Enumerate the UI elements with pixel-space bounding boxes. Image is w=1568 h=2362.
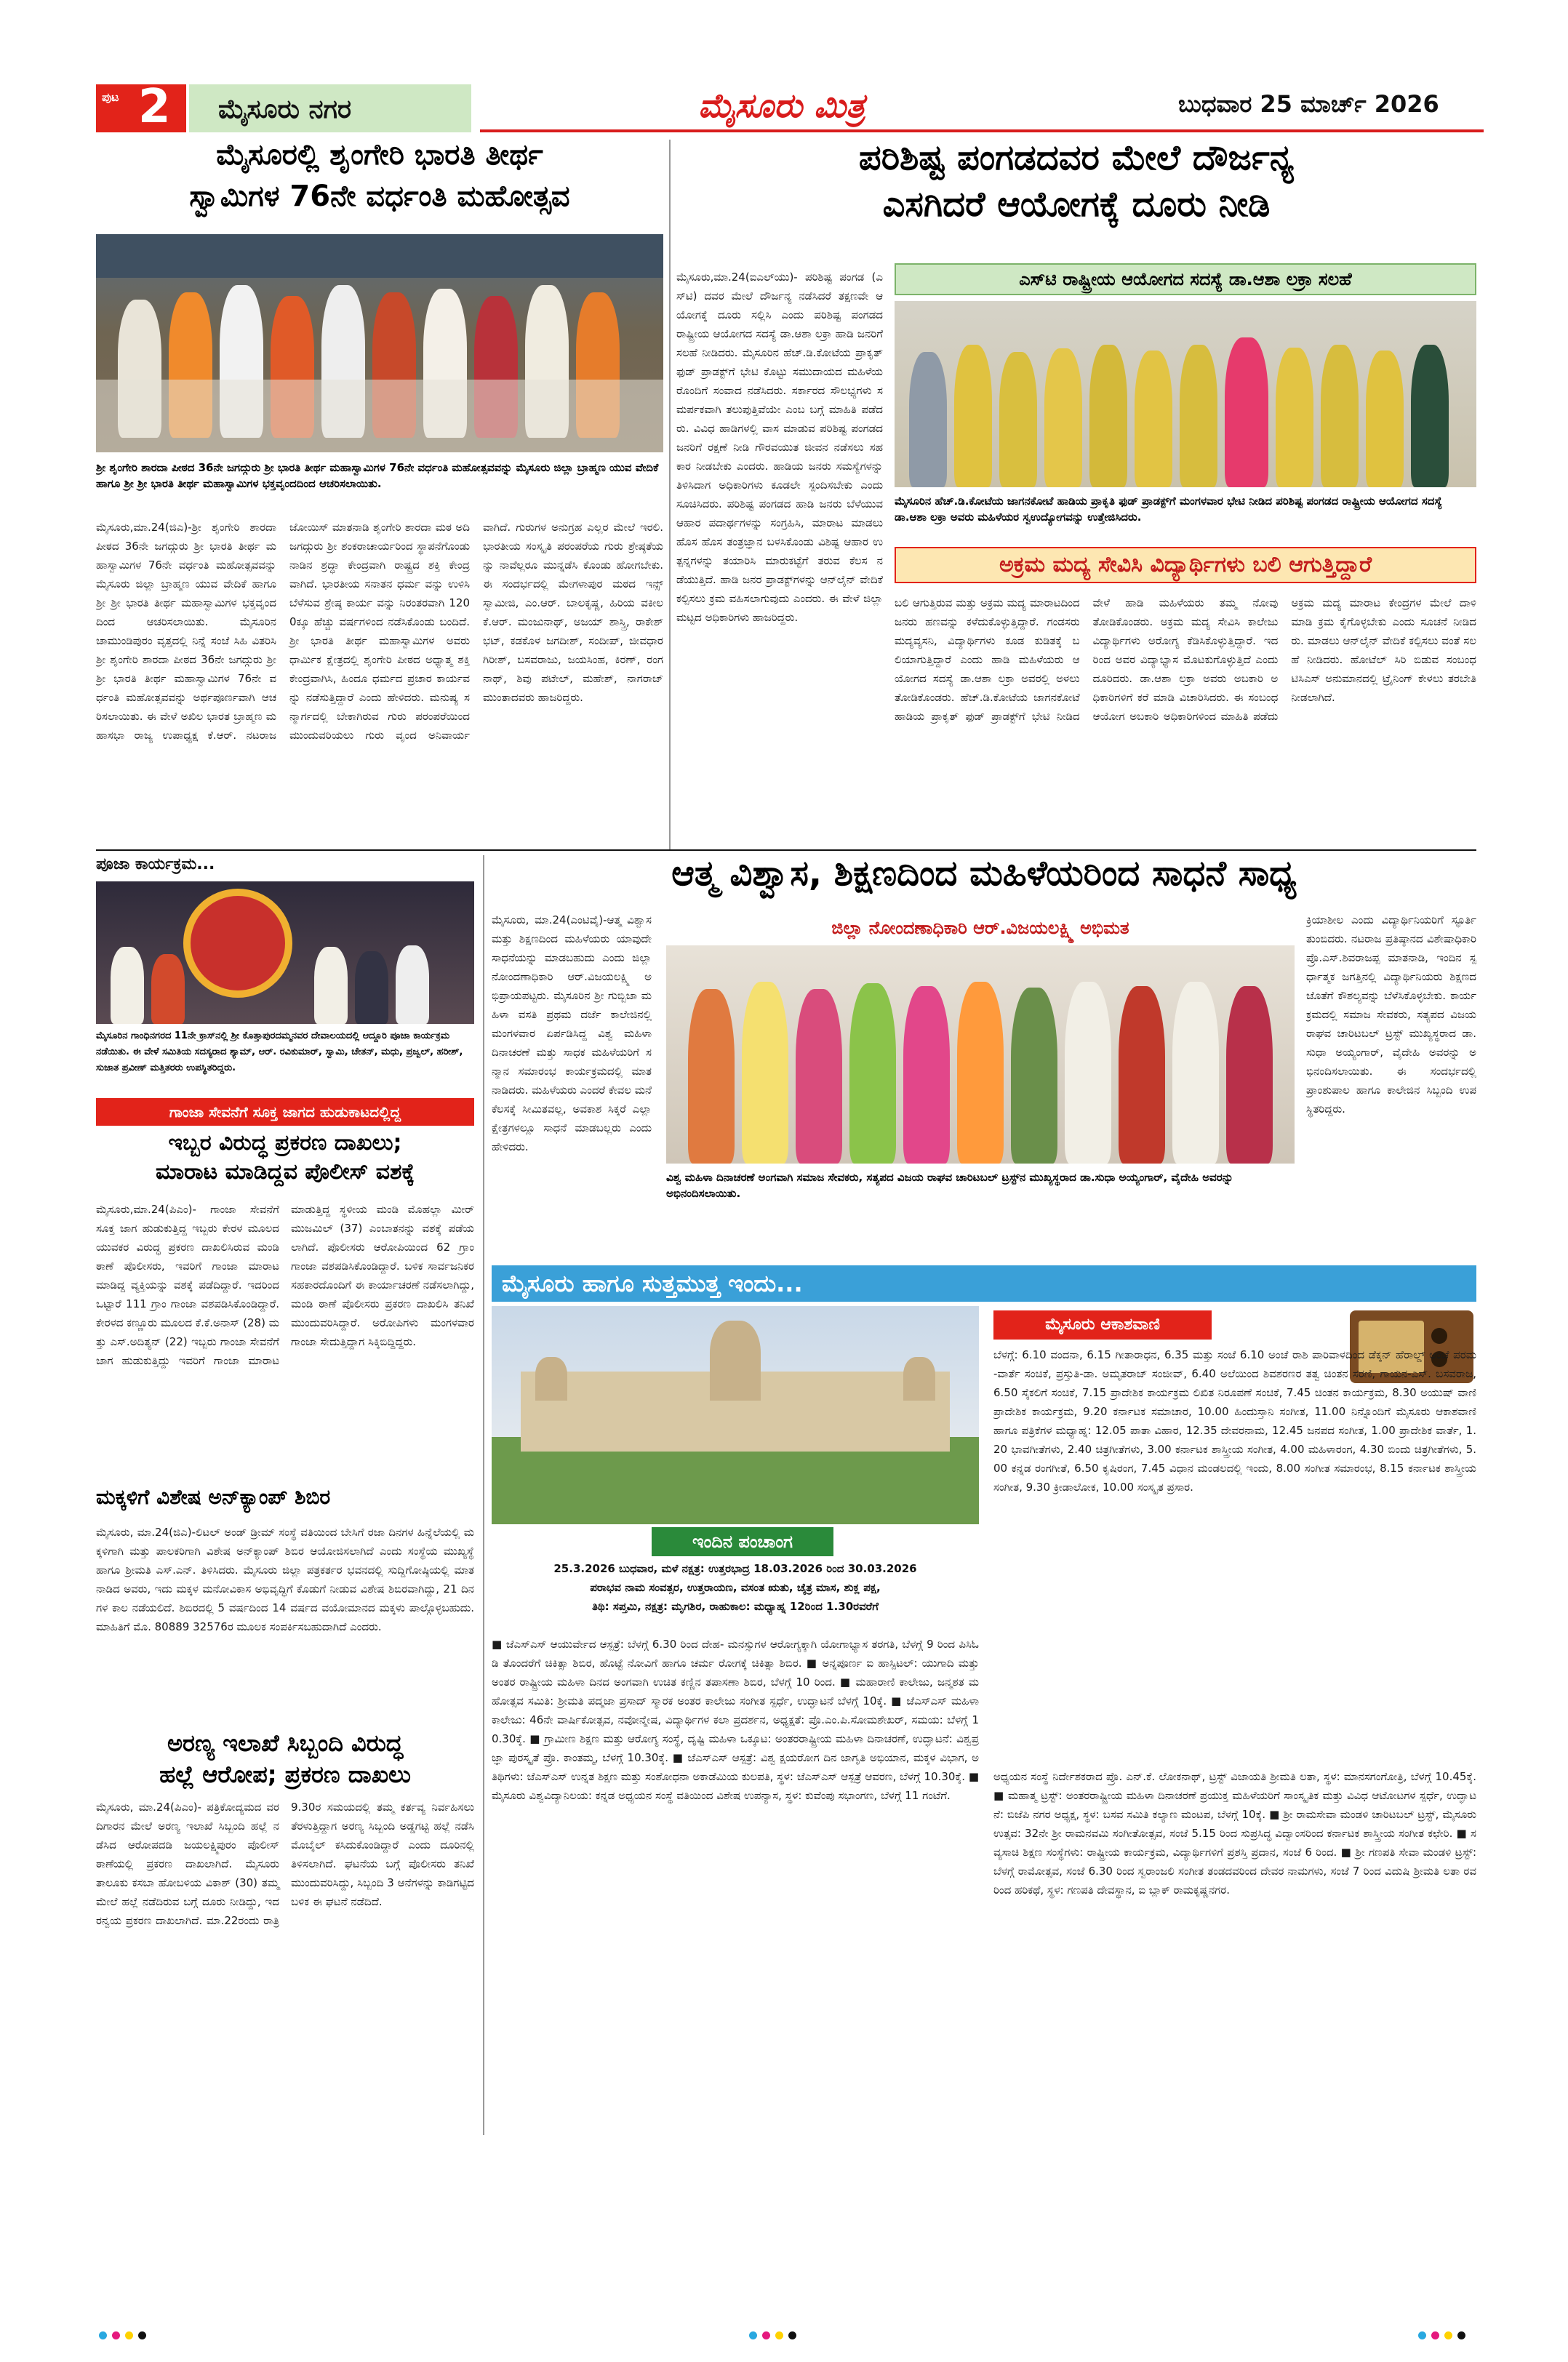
radio-title-box xyxy=(993,1310,1212,1340)
radio-body: ಬೆಳಗ್ಗೆ: 6.10 ವಂದನಾ, 6.15 ಗೀತಾರಾಧನ, 6.35 ಮತ್ತು ಸಂಜೆ 6.10 ಅಂಚೆ ರಾಶಿ ಪಾರಿವಾಳದಿಂದ ಡೆಕ್ಕನ್ ಹೆರಾಲ್ಡ್ ಅಂಚೆ ಪರಮ -ವಾರ್ತೆ ಸಂಚಿಕೆ, ಪ್ರಸ್ತುತಿ-ಡಾ. ಅಮೃತರಾಜ್ ಸಂಜೀವ್, 6.40 ಅಲೆಯಿಂದ ಶಿವಶರಣರ ತತ್ವ ಚಿಂತನ ಸರಣಿ, ಗಾಯನ-ಎಸ್. ಬಸವರಾಜ, 6.50 ಸೈಕಲಿಗೆ ಸಂಚಿಕೆ, 7.15 ಪ್ರಾದೇಶಿಕ ಕಾರ್ಯಕ್ರಮ ಲಿಖಿತ ನಿರೂಪಣೆ ಸಂಚಿಕೆ, 7.45 ಚಿಂತನ ಕಾರ್ಯಕ್ರಮ, 8.30 ಅಯುಷ್ ವಾಣಿ ಪ್ರಾದೇಶಿಕ ಕಾರ್ಯಕ್ರಮ, 9.20 ಕರ್ನಾಟಕ ಸಮಾಚಾರ, 10.00 ಹಿಂದುಸ್ತಾನಿ ಸಂಗೀತ, 11.00 ನಿನ್ನೊಂದಿಗೆ ಮೈಸೂರು ಆಕಾಶವಾಣಿ ಹಾಗೂ ಪತ್ರಿಕೆಗಳ ಮಧ್ಯಾಹ್ನ: 12.05 ಪಾತಾ ವಿಹಾರ, 12.35 ದೇವರನಾಮ, 12.45 ಜನಪದ ಸಂಗೀತ, 1.00 ಪ್ರಾದೇಶಿಕ ವಾರ್ತೆ, 1.20 ಭಾವಗೀತೆಗಳು, 2.40 ಚಿತ್ರಗೀತೆಗಳು, 3.00 ಕರ್ನಾಟಕ ಶಾಸ್ತ್ರೀಯ ಸಂಗೀತ, 4.00 ಮಹಿಳಾರಂಗ, 4.30 ಬಿಂದು ಚಿತ್ರಗೀತೆಗಳು, 5.00 ಕನ್ನಡ ರಂಗಗೀತೆ, 6.50 ಕೃಷಿರಂಗ, 7.45 ವಿಧಾನ ಮಂಡಲದಲ್ಲಿ ಇಂದು, 8.00 ಸಂಗೀತ ಸಮಾರಂಭ, 8.15 ಕರ್ನಾಟಕ ಶಾಸ್ತ್ರೀಯ ಸಂಗೀತ, 9.30 ಕ್ರೀಡಾಲೋಕ, 10.00 ಸಂಸ್ಕೃತ ಪ್ರಸಾರ. xyxy=(993,1348,1476,1494)
headline-line-2: ಎಸಗಿದರೆ ಆಯೋಗಕ್ಕೆ ದೂರು ನೀಡಿ xyxy=(882,183,1271,225)
headline-line-2: ಹಲ್ಲೆ ಆರೋಪ; ಪ್ರಕರಣ ದಾಖಲು xyxy=(159,1760,411,1788)
ganja-kicker-box xyxy=(96,1098,474,1126)
headline-line-1: ಅರಣ್ಯ ಇಲಾಖೆ ಸಿಬ್ಬಂದಿ ವಿರುದ್ಧ xyxy=(167,1729,404,1757)
headline-line-2: ಸ್ವಾಮಿಗಳ 76ನೇ ವರ್ಧಂತಿ ಮಹೋತ್ಸವ xyxy=(189,180,570,214)
panchanga xyxy=(492,1559,979,1629)
sringeri-group-photo xyxy=(96,234,663,452)
pooja-caption: ಮೈಸೂರಿನ ಗಾಂಧಿನಗರದ 11ನೇ ಕ್ರಾಸ್‌ನಲ್ಲಿ ಶ್ರೀ ಕೊತ್ತಾಪುರದಮ್ಮನವರ ದೇವಾಲಯದಲ್ಲಿ ಆದ್ದೂರಿ ಪೂಜಾ ಕಾರ್ಯಕ್ರಮ ನಡೆಯಿತು. ಈ ವೇಳೆ ಸಮಿತಿಯ ಸದಸ್ಯರಾದ ಶ್ಯಾಮ್, ಆರ್. ರವಿಕುಮಾರ್, ಸ್ವಾಮಿ, ಚೇತನ್, ಮಧು, ಪ್ರಜ್ವಲ್, ಹರೀಶ್, ಸುಜಾತ ಪ್ರವೀಣ್ ಮತ್ತಿತರರು ಉಪಸ್ಥಿತರಿದ್ದರು. xyxy=(96,1030,463,1073)
section-label-box xyxy=(189,84,471,132)
panchanga-line-3: ತಿಥಿ: ಸಪ್ತಮಿ, ನಕ್ಷತ್ರ: ಮೃಗಶಿರ, ರಾಹುಕಾಲ: ಮಧ್ಯಾಹ್ನ 12ರಿಂದ 1.30ರವರೆಗೆ xyxy=(592,1600,879,1613)
story-forest xyxy=(96,1731,474,2123)
women-photo-caption: ವಿಶ್ವ ಮಹಿಳಾ ದಿನಾಚರಣೆ ಅಂಗವಾಗಿ ಸಮಾಜ ಸೇವಕರು, ಸತ್ಯಪದ ವಿಜಯ ರಾಘವ ಚಾರಿಟಬಲ್ ಟ್ರಸ್ಟ್‌ನ ಮುಖ್ಯಸ್ಥರಾದ ಡಾ.ಸುಧಾ ಅಯ್ಯಂಗಾರ್, ವೈದೇಹಿ ಅವರನ್ನು ಅಭಿನಂದಿಸಲಾಯಿತು. xyxy=(666,1171,1233,1200)
pooja-label: ಪೂಜಾ ಕಾರ್ಯಕ್ರಮ... xyxy=(96,855,215,873)
page-word: ಪುಟ xyxy=(102,90,119,104)
women-headline: ಆತ್ಮ ವಿಶ್ವಾಸ, ಶಿಕ್ಷಣದಿಂದ ಮಹಿಳೆಯರಿಂದ ಸಾಧನೆ ಸಾಧ್ಯ xyxy=(671,853,1297,894)
events-right-body: ಅಧ್ಯಯನ ಸಂಸ್ಥೆ ನಿರ್ದೇಶಕರಾದ ಪ್ರೊ. ಎನ್.ಕೆ. ಲೋಕನಾಥ್, ಟ್ರಸ್ಟ್ ವಿಜಾಯತಿ ಶ್ರೀಮತಿ ಲತಾ, ಸ್ಥಳ: ಮಾನಸಗಂಗೋತ್ರಿ, ಬೆಳಗ್ಗೆ 10.45ಕ್ಕೆ. ■ ಮಹಾತ್ಮ ಟ್ರಸ್ಟ್: ಅಂತರರಾಷ್ಟ್ರೀಯ ಮಹಿಳಾ ದಿನಾಚರಣೆ ಪ್ರಯುಕ್ತ ಮಹಿಳೆಯರಿಗೆ ಸಾಂಸ್ಕೃತಿಕ ಮತ್ತು ವಿವಿಧ ಆಟೋಟಗಳ ಸ್ಪರ್ಧೆ, ಉದ್ಘಾಟನೆ: ಬಿಜೆಪಿ ನಗರ ಅಧ್ಯಕ್ಷ, ಸ್ಥಳ: ಬಸವ ಸಮಿತಿ ಕಲ್ಯಾಣ ಮಂಟಪ, ಬೆಳಗ್ಗೆ 10ಕ್ಕೆ. ■ ಶ್ರೀ ರಾಮಸೇವಾ ಮಂಡಳಿ ಚಾರಿಟಬಲ್ ಟ್ರಸ್ಟ್, ಮೈಸೂರು ಉತ್ಸವ: 32ನೇ ಶ್ರೀ ರಾಮನವಮಿ ಸಂಗೀತೋತ್ಸವ, ಸಂಜೆ 5.15 ರಿಂದ ಸುಪ್ರಸಿದ್ಧ ವಿದ್ವಾಂಸರಿಂದ ಕರ್ನಾಟಕ ಶಾಸ್ತ್ರೀಯ ಸಂಗೀತ ಕಛೇರಿ. ■ ಸವ್ಯಸಾಚಿ ಶಿಕ್ಷಣ ಸಂಸ್ಥೆಗಳು: ರಾಷ್ಟ್ರೀಯ ಕಾರ್ಯಕ್ರಮ, ವಿದ್ಯಾರ್ಥಿಗಳಿಗೆ ಪ್ರಶಸ್ತಿ ಪ್ರದಾನ, ಸಂಜೆ 6 ರಿಂದ. ■ ಶ್ರೀ ಗಣಪತಿ ಸೇವಾ ಮಂಡಳಿ ಟ್ರಸ್ಟ್: ಬೆಳಗ್ಗೆ ರಾಮೋತ್ಸವ, ಸಂಜೆ 6.30 ರಿಂದ ಸ್ವರಾಂಜಲಿ ಸಂಗೀತ ತಂಡದವರಿಂದ ದೇವರ ನಾಮಗಳು, ಸಂಜೆ 7 ರಿಂದ ವಿದುಷಿ ಶ್ರೀಮತಿ ಲತಾ ರವರಿಂದ ಹರಿಕಥೆ, ಸ್ಥಳ: ಗಣಪತಿ ದೇವಸ್ಥಾನ, ಐ ಬ್ಲಾಕ್ ರಾಮಕೃಷ್ಣನಗರ. xyxy=(993,1770,1476,1897)
camp-headline: ಮಕ್ಕಳಿಗೆ ವಿಶೇಷ ಅನ್‌ಕ್ಯಾಂಪ್ ಶಿಬಿರ xyxy=(96,1485,331,1509)
st-commission-headline xyxy=(676,137,1476,225)
st-commission-photo xyxy=(895,301,1476,487)
reg-dot xyxy=(775,2331,783,2339)
women-photo xyxy=(666,945,1295,1164)
headline-line-2: ಮಾರಾಟ ಮಾಡಿದ್ದವ ಪೊಲೀಸ್ ವಶಕ್ಕೆ xyxy=(155,1159,415,1185)
reg-dot xyxy=(138,2331,146,2339)
rule-2 xyxy=(669,140,671,849)
camp-body: ಮೈಸೂರು, ಮಾ.24(ಜಿಎ)-ಲಿಟಲ್ ಅಂಡ್ ಡ್ರೀಮ್ ಸಂಸ್ಥೆ ವತಿಯಿಂದ ಬೇಸಿಗೆ ರಜಾ ದಿನಗಳ ಹಿನ್ನೆಲೆಯಲ್ಲಿ ಮಕ್ಕಳಿಗಾಗಿ ಮತ್ತು ಪಾಲಕರಿಗಾಗಿ ವಿಶೇಷ ಅನ್‌ಕ್ಯಾಂಪ್ ಶಿಬಿರ ಆಯೋಜಿಸಲಾಗಿದೆ ಎಂದು ಸಂಸ್ಥೆಯ ಮುಖ್ಯಸ್ಥೆ ಹಾಗೂ ಶ್ರೀಮತಿ ಎಸ್.ಎನ್. ತಿಳಿಸಿದರು. ಮೈಸೂರು ಜಿಲ್ಲಾ ಪತ್ರಕರ್ತರ ಭವನದಲ್ಲಿ ಸುದ್ದಿಗೋಷ್ಠಿಯಲ್ಲಿ ಮಾತನಾಡಿದ ಅವರು, ಇದು ಮಕ್ಕಳ ಮನೋವಿಕಾಸ ಅಭಿವೃದ್ಧಿಗೆ ಕೊಡುಗೆ ನೀಡುವ ವಿಶೇಷ ಶಿಬಿರವಾಗಿದ್ದು, 21 ದಿನಗಳ ಕಾಲ ನಡೆಯಲಿದೆ. ಶಿಬಿರದಲ್ಲಿ 5 ವರ್ಷದಿಂದ 14 ವರ್ಷದ ವಯೋಮಾನದ ಮಕ್ಕಳು ಪಾಲ್ಗೊಳ್ಳಬಹುದು. ಮಾಹಿತಿಗೆ ಮೊ. 80889 32576ರ ಮೂಲಕ ಸಂಪರ್ಕಿಸಬಹುದಾಗಿದೆ ಎಂದರು. xyxy=(96,1526,474,1633)
masthead xyxy=(0,73,1568,138)
masthead-rule xyxy=(480,129,1484,132)
story-ganja xyxy=(96,1098,474,1498)
headline-line-1: ಪರಿಶಿಷ್ಟ ಪಂಗಡದವರ ಮೇಲೆ ದೌರ್ಜನ್ಯ xyxy=(858,137,1295,178)
rule-1 xyxy=(96,849,1476,851)
section-label: ಮೈಸೂರು ನಗರ xyxy=(218,95,352,124)
reg-dot xyxy=(788,2331,796,2339)
story-illicit-liquor xyxy=(895,547,1476,838)
panchanga-line-2: ಪರಾಭವ ನಾಮ ಸಂವತ್ಸರ, ಉತ್ತರಾಯಣ, ವಸಂತ ಋತು, ಚೈತ್ರ ಮಾಸ, ಶುಕ್ಲ ಪಕ್ಷ, xyxy=(590,1581,881,1594)
reg-dot xyxy=(99,2331,107,2339)
story-women xyxy=(492,855,1476,1262)
forest-headline xyxy=(96,1731,474,1787)
ganja-kicker: ಗಾಂಜಾ ಸೇವನೆಗೆ ಸೂಕ್ತ ಜಾಗದ ಹುಡುಕಾಟದಲ್ಲಿದ್ದ xyxy=(169,1103,401,1121)
pooja-photo xyxy=(96,881,474,1024)
illicit-liquor-headline: ಅಕ್ರಮ ಮದ್ಯ ಸೇವಿಸಿ ವಿದ್ಯಾರ್ಥಿಗಳು ಬಲಿ ಆಗುತ್ತಿದ್ದಾರೆ xyxy=(999,552,1372,577)
sringeri-photo-caption: ಶ್ರೀ ಶೃಂಗೇರಿ ಶಾರದಾ ಪೀಠದ 36ನೇ ಜಗದ್ಗುರು ಶ್ರೀ ಭಾರತಿ ತೀರ್ಥ ಮಹಾಸ್ವಾಮಿಗಳ 76ನೇ ವರ್ಧಂತಿ ಮಹೋತ್ಸವವನ್ನು ಮೈಸೂರು ಜಿಲ್ಲಾ ಬ್ರಾಹ್ಮಣ ಯುವ ವೇದಿಕೆ ಹಾಗೂ ಶ್ರೀ ಶ್ರೀ ಭಾರತಿ ತೀರ್ಥ ಮಹಾಸ್ವಾಮಿಗಳ ಭಕ್ತವೃಂದದಿಂದ ಆಚರಿಸಲಾಯಿತು. xyxy=(96,461,659,490)
ganja-headline xyxy=(96,1132,474,1185)
paper-title: ಮೈಸೂರು ಮಿತ್ರ xyxy=(698,86,865,125)
reg-dot xyxy=(1418,2331,1426,2339)
page-number: 2 xyxy=(138,80,171,134)
story-camp xyxy=(96,1486,474,1719)
st-commission-subhead-box xyxy=(895,263,1476,295)
issue-date: ಬುಧವಾರ 25 ಮಾರ್ಚ್ 2026 xyxy=(1178,90,1439,118)
reg-dot xyxy=(1444,2331,1452,2339)
ganja-body: ಮೈಸೂರು,ಮಾ.24(ಪಿಎಂ)- ಗಾಂಜಾ ಸೇವನೆಗೆ ಸೂಕ್ತ ಜಾಗ ಹುಡುಕುತ್ತಿದ್ದ ಇಬ್ಬರು ಕೇರಳ ಮೂಲದ ಯುವಕರ ವಿರುದ್ಧ ಪ್ರಕರಣ ದಾಖಲಿಸಿರುವ ಮಂಡಿ ಠಾಣೆ ಪೊಲೀಸರು, ಇವರಿಗೆ ಗಾಂಜಾ ಮಾರಾಟ ಮಾಡಿದ್ದ ವ್ಯಕ್ತಿಯನ್ನು ವಶಕ್ಕೆ ಪಡೆದಿದ್ದಾರೆ. ಇದರಿಂದ ಒಟ್ಟಾರೆ 111 ಗ್ರಾಂ ಗಾಂಜಾ ವಶಪಡಿಸಿಕೊಂಡಿದ್ದಾರೆ. ಕೇರಳದ ಕಣ್ಣೂರು ಮೂಲದ ಕೆ.ಕೆ.ಅನಾಸ್ (28) ಮತ್ತು ಎಸ್.ಅದಿತ್ಯನ್ (22) ಇಬ್ಬರು ಗಾಂಜಾ ಸೇವನೆಗೆ ಜಾಗ ಹುಡುಕುತ್ತಿದ್ದು ಇವರಿಗೆ ಗಾಂಜಾ ಮಾರಾಟ ಮಾಡುತ್ತಿದ್ದ ಸ್ಥಳೀಯ ಮಂಡಿ ಮೊಹಲ್ಲಾ ಮೀರ್ ಮುಜಮಿಲ್ (37) ಎಂಬಾತನನ್ನು ವಶಕ್ಕೆ ಪಡೆಯಲಾಗಿದೆ. ಪೊಲೀಸರು ಆರೋಪಿಯಿಂದ 62 ಗ್ರಾಂ ಗಾಂಜಾ ವಶಪಡಿಸಿಕೊಂಡಿದ್ದಾರೆ. ಬಳಿಕ ಸಾರ್ವಜನಿಕರ ಸಹಕಾರದೊಂದಿಗೆ ಈ ಕಾರ್ಯಾಚರಣೆ ನಡೆಸಲಾಗಿದ್ದು, ಮಂಡಿ ಠಾಣೆ ಪೊಲೀಸರು ಪ್ರಕರಣ ದಾಖಲಿಸಿ ತನಿಖೆ ಮುಂದುವರಿಸಿದ್ದಾರೆ. ಅರೋಪಿಗಳು ಮಂಗಳವಾರ ಗಾಂಜಾ ಸೇದುತ್ತಿದ್ದಾಗ ಸಿಕ್ಕಿಬಿದ್ದಿದ್ದರು. xyxy=(96,1203,474,1367)
story-sringeri xyxy=(96,140,663,896)
page-number-badge xyxy=(96,80,186,134)
forest-body: ಮೈಸೂರು, ಮಾ.24(ಪಿಎಂ)- ಪತ್ರಿಕೋದ್ಯಮದ ವರದಿಗಾರನ ಮೇಲೆ ಅರಣ್ಯ ಇಲಾಖೆ ಸಿಬ್ಬಂದಿ ಹಲ್ಲೆ ನಡೆಸಿದ ಆರೋಪದಡಿ ಜಯಲಕ್ಷ್ಮಿಪುರಂ ಪೊಲೀಸ್ ಠಾಣೆಯಲ್ಲಿ ಪ್ರಕರಣ ದಾಖಲಾಗಿದೆ. ಮೈಸೂರು ತಾಲೂಕು ಕಸಬಾ ಹೋಬಳಿಯ ವಿಕಾಶ್ (30) ತಮ್ಮ ಮೇಲೆ ಹಲ್ಲೆ ನಡೆದಿರುವ ಬಗ್ಗೆ ದೂರು ನೀಡಿದ್ದು, ಇದರನ್ವಯ ಪ್ರಕರಣ ದಾಖಲಾಗಿದೆ. ಮಾ.22ರಂದು ರಾತ್ರಿ 9.30ರ ಸಮಯದಲ್ಲಿ ತಮ್ಮ ಕರ್ತವ್ಯ ನಿರ್ವಹಿಸಲು ತೆರಳುತ್ತಿದ್ದಾಗ ಅರಣ್ಯ ಸಿಬ್ಬಂದಿ ಅಡ್ಡಗಟ್ಟಿ ಹಲ್ಲೆ ನಡೆಸಿ ಮೊಬೈಲ್ ಕಸಿದುಕೊಂಡಿದ್ದಾರೆ ಎಂದು ದೂರಿನಲ್ಲಿ ತಿಳಿಸಲಾಗಿದೆ. ಘಟನೆಯ ಬಗ್ಗೆ ಪೊಲೀಸರು ತನಿಖೆ ಮುಂದುವರಿಸಿದ್ದು, ಸಿಬ್ಬಂದಿ 3 ಆನೆಗಳನ್ನು ಕಾಡಿಗಟ್ಟಿದ ಬಳಿಕ ಈ ಘಟನೆ ನಡೆದಿದೆ. xyxy=(96,1801,474,1927)
events-left-body: ■ ಜೆಎಸ್‌ಎಸ್ ಆಯುರ್ವೇದ ಆಸ್ಪತ್ರೆ: ಬೆಳಗ್ಗೆ 6.30 ರಿಂದ ದೇಹ- ಮನಸ್ಸುಗಳ ಆರೋಗ್ಯಕ್ಕಾಗಿ ಯೋಗಾಭ್ಯಾಸ ತರಗತಿ, ಬೆಳಗ್ಗೆ 9 ರಿಂದ ಪಿಸಿಓಡಿ ತೊಂದರೆಗೆ ಚಿಕಿತ್ಸಾ ಶಿಬಿರ, ಹೊಟ್ಟೆ ನೋವಿಗೆ ಹಾಗೂ ಚರ್ಮ ರೋಗಕ್ಕೆ ಚಿಕಿತ್ಸಾ ಶಿಬಿರ. ■ ಅನ್ನಪೂರ್ಣ ಐ ಹಾಸ್ಪಿಟಲ್: ಯುಗಾದಿ ಮತ್ತು ಅಂತರ ರಾಷ್ಟ್ರೀಯ ಮಹಿಳಾ ದಿನದ ಅಂಗವಾಗಿ ಉಚಿತ ಕಣ್ಣಿನ ತಪಾಸಣಾ ಶಿಬಿರ, ಬೆಳಗ್ಗೆ 10 ರಿಂದ. ■ ಮಹಾರಾಣಿ ಕಾಲೇಜು, ಜನ್ಮಶತ ಮಹೋತ್ಸವ ಸಮಿತಿ: ಶ್ರೀಮತಿ ಪದ್ಮಜಾ ಪ್ರಸಾದ್ ಸ್ಮಾರಕ ಅಂತರ ಕಾಲೇಜು ಸಂಗೀತ ಸ್ಪರ್ಧೆ, ಉದ್ಘಾಟನೆ ಬೆಳಗ್ಗೆ 10ಕ್ಕೆ. ■ ಜೆಎಸ್‌ಎಸ್ ಮಹಿಳಾ ಕಾಲೇಜು: 46ನೇ ವಾರ್ಷಿಕೋತ್ಸವ, ನವೋನ್ಮೇಷ, ವಿದ್ಯಾರ್ಥಿಗಳ ಕಲಾ ಪ್ರದರ್ಶನ, ಅಧ್ಯಕ್ಷತೆ: ಪ್ರೊ.ಎಂ.ಪಿ.ಸೋಮಶೇಖರ್, ಸಮಯ: ಬೆಳಗ್ಗೆ 10.30ಕ್ಕೆ. ■ ಗ್ರಾಮೀಣ ಶಿಕ್ಷಣ ಮತ್ತು ಆರೋಗ್ಯ ಸಂಸ್ಥೆ, ದೃಷ್ಟಿ ಮಹಿಳಾ ಒಕ್ಕೂಟ: ಅಂತರರಾಷ್ಟ್ರೀಯ ಮಹಿಳಾ ದಿನಾಚರಣೆ, ಉದ್ಘಾಟನೆ: ವಿಶ್ವಪ್ರಜ್ಞಾ ಪುರಸ್ಕೃತೆ ಪ್ರೊ. ಕಾಂತಮ್ಮ, ಬೆಳಗ್ಗೆ 10.30ಕ್ಕೆ. ■ ಜೆಎಸ್‌ಎಸ್ ಆಸ್ಪತ್ರೆ: ವಿಶ್ವ ಕ್ಷಯರೋಗ ದಿನ ಜಾಗೃತಿ ಅಭಿಯಾನ, ಮಕ್ಕಳ ವಿಭಾಗ, ಅತಿಥಿಗಳು: ಜೆಎಸ್‌ಎಸ್ ಉನ್ನತ ಶಿಕ್ಷಣ ಮತ್ತು ಸಂಶೋಧನಾ ಅಕಾಡೆಮಿಯ ಕುಲಪತಿ, ಸ್ಥಳ: ಜೆಎಸ್‌ಎಸ್ ಆಸ್ಪತ್ರೆ ಆವರಣ, ಬೆಳಗ್ಗೆ 10.30ಕ್ಕೆ. ■ ಮೈಸೂರು ವಿಶ್ವವಿದ್ಯಾನಿಲಯ: ಕನ್ನಡ ಅಧ್ಯಯನ ಸಂಸ್ಥೆ ವತಿಯಿಂದ ವಿಶೇಷ ಉಪನ್ಯಾಸ, ಸ್ಥಳ: ಕುವೆಂಪು ಸಭಾಂಗಣ, ಬೆಳಗ್ಗೆ 11 ಗಂಟೆಗೆ. xyxy=(492,1638,979,1802)
events-banner: ಮೈಸೂರು ಹಾಗೂ ಸುತ್ತಮುತ್ತ ಇಂದು... xyxy=(502,1270,803,1297)
illicit-liquor-body: ಬಲಿ ಆಗುತ್ತಿರುವ ಮತ್ತು ಅಕ್ರಮ ಮದ್ಯ ಮಾರಾಟದಿಂದ ಜನರು ಹಣವನ್ನು ಕಳೆದುಕೊಳ್ಳುತ್ತಿದ್ದಾರೆ. ಗಂಡಸರು ಮದ್ಯವ್ಯಸನಿ, ವಿದ್ಯಾರ್ಥಿಗಳು ಕೂಡ ಕುಡಿತಕ್ಕೆ ಬಲಿಯಾಗುತ್ತಿದ್ದಾರೆ ಎಂದು ಹಾಡಿ ಮಹಿಳೆಯರು ಆಯೋಗದ ಸದಸ್ಯೆ ಡಾ.ಆಶಾ ಲಕ್ರಾ ಅವರಲ್ಲಿ ಅಳಲು ತೋಡಿಕೊಂಡರು. ಹೆಚ್.ಡಿ.ಕೋಟೆಯ ಜಾಗನಕೋಟೆ ಹಾಡಿಯ ಪ್ರಾಕೃತ್ ಫುಡ್ ಪ್ರಾಡಕ್ಟ್‌ಗೆ ಭೇಟಿ ನೀಡಿದ ವೇಳೆ ಹಾಡಿ ಮಹಿಳೆಯರು ತಮ್ಮ ನೋವು ತೋಡಿಕೊಂಡರು. ಅಕ್ರಮ ಮದ್ಯ ಸೇವಿಸಿ ಕಾಲೇಜು ವಿದ್ಯಾರ್ಥಿಗಳು ಅರೋಗ್ಯ ಕೆಡಿಸಿಕೊಳ್ಳುತ್ತಿದ್ದಾರೆ. ಇದರಿಂದ ಅವರ ವಿದ್ಯಾಭ್ಯಾಸ ಮೊಟಕುಗೊಳ್ಳುತ್ತಿದೆ ಎಂದು ದೂರಿದರು. ಡಾ.ಆಶಾ ಲಕ್ರಾ ಅವರು ಅಬಕಾರಿ ಅಧಿಕಾರಿಗಳಿಗೆ ಕರೆ ಮಾಡಿ ವಿಚಾರಿಸಿದರು. ಈ ಸಂಬಂಧ ಆಯೋಗ ಅಬಕಾರಿ ಅಧಿಕಾರಿಗಳಿಂದ ಮಾಹಿತಿ ಪಡೆದು ಅಕ್ರಮ ಮದ್ಯ ಮಾರಾಟ ಕೇಂದ್ರಗಳ ಮೇಲೆ ದಾಳಿ ಮಾಡಿ ಕ್ರಮ ಕೈಗೊಳ್ಳಬೇಕು ಎಂದು ಸೂಚನೆ ನೀಡಿದರು. ಮಾಡಲು ಆನ್‌ಲೈನ್ ವೇದಿಕೆ ಕಲ್ಪಿಸಲು ವಂತೆ ಸಲಹೆ ನೀಡಿದರು. ಹೋಟೆಲ್ ಸಿರಿ ಬಿಡುವ ಸಂಬಂಧ ಟಿಸಿಎಸ್ ಅನುಮಾನದಲ್ಲಿ ಟ್ರೈನಿಂಗ್ ಕೇಳಲು ತರಬೇತಿ ನೀಡಲಾಗಿದೆ. xyxy=(895,596,1476,723)
story-sringeri-headline xyxy=(96,140,663,212)
reg-dot xyxy=(749,2331,757,2339)
headline-line-1: ಇಬ್ಬರ ವಿರುದ್ಧ ಪ್ರಕರಣ ದಾಖಲು; xyxy=(168,1130,402,1156)
reg-dot xyxy=(1431,2331,1439,2339)
events-banner-box xyxy=(492,1265,1476,1302)
st-commission-subhead: ಎಸ್‌ಟಿ ರಾಷ್ಟ್ರೀಯ ಆಯೋಗದ ಸದಸ್ಯೆ ಡಾ.ಆಶಾ ಲಕ್ರಾ ಸಲಹೆ xyxy=(1019,269,1352,289)
headline-line-1: ಮೈಸೂರಲ್ಲಿ ಶೃಂಗೇರಿ ಭಾರತಿ ತೀರ್ಥ xyxy=(216,138,543,172)
panchanga-line-1: 25.3.2026 ಬುಧವಾರ, ಮಳೆ ನಕ್ಷತ್ರ: ಉತ್ತರಭಾದ್ರ 18.03.2026 ರಿಂದ 30.03.2026 xyxy=(553,1562,917,1575)
reg-dot xyxy=(762,2331,770,2339)
st-commission-photo-caption: ಮೈಸೂರಿನ ಹೆಚ್.ಡಿ.ಕೋಟೆಯ ಜಾಗನಕೋಟೆ ಹಾಡಿಯ ಪ್ರಾಕೃತಿ ಫುಡ್ ಪ್ರಾಡಕ್ಟ್‌ಗೆ ಮಂಗಳವಾರ ಭೇಟಿ ನೀಡಿದ ಪರಿಶಿಷ್ಟ ಪಂಗಡದ ರಾಷ್ಟ್ರೀಯ ಆಯೋಗದ ಸದಸ್ಯೆ ಡಾ.ಆಶಾ ಲಕ್ರಾ ಅವರು ಮಹಿಳೆಯರ ಸ್ವಉದ್ಯೋಗವನ್ನು ಉತ್ತೇಜಿಸಿದರು. xyxy=(895,495,1443,524)
panchanga-title-box xyxy=(652,1527,833,1556)
rule-3 xyxy=(483,855,484,2135)
reg-dot xyxy=(125,2331,133,2339)
sringeri-body: ಮೈಸೂರು,ಮಾ.24(ಜಿಎ)-ಶ್ರೀ ಶೃಂಗೇರಿ ಶಾರದಾ ಪೀಠದ 36ನೇ ಜಗದ್ಗುರು ಶ್ರೀ ಭಾರತಿ ತೀರ್ಥ ಮಹಾಸ್ವಾಮಿಗಳ 76ನೇ ವರ್ಧಂತಿ ಮಹೋತ್ಸವವನ್ನು ಮೈಸೂರು ಜಿಲ್ಲಾ ಬ್ರಾಹ್ಮಣ ಯುವ ವೇದಿಕೆ ಹಾಗೂ ಶ್ರೀ ಶ್ರೀ ಭಾರತಿ ತೀರ್ಥ ಮಹಾಸ್ವಾಮಿಗಳ ಭಕ್ತವೃಂದದಿಂದ ಆಚರಿಸಲಾಯಿತು. ಮೈಸೂರಿನ ಚಾಮುಂಡಿಪುರಂ ವೃತ್ತದಲ್ಲಿ ನಿನ್ನೆ ಸಂಜೆ ಸಿಹಿ ವಿತರಿಸಿ ಶ್ರೀ ಶೃಂಗೇರಿ ಶಾರದಾ ಪೀಠದ 36ನೇ ಜಗದ್ಗುರು ಶ್ರೀ ಶ್ರೀ ಭಾರತಿ ತೀರ್ಥ ಮಹಾಸ್ವಾಮಿಗಳ 76ನೇ ವರ್ಧಂತಿ ಮಹೋತ್ಸವವನ್ನು ಅರ್ಥಪೂರ್ಣವಾಗಿ ಆಚರಿಸಲಾಯಿತು. ಈ ವೇಳೆ ಅಖಿಲ ಭಾರತ ಬ್ರಾಹ್ಮಣ ಮಹಾಸಭಾ ರಾಜ್ಯ ಉಪಾಧ್ಯಕ್ಷ ಕೆ.ಆರ್. ನಟರಾಜ ಜೋಯಿಸ್ ಮಾತನಾಡಿ ಶೃಂಗೇರಿ ಶಾರದಾ ಮಠ ಅದಿ ಜಗದ್ಗುರು ಶ್ರೀ ಶಂಕರಾಚಾರ್ಯರಿಂದ ಸ್ಥಾಪನೆಗೊಂಡು ನಾಡಿನ ಶ್ರದ್ಧಾ ಕೇಂದ್ರವಾಗಿ ರಾಷ್ಟ್ರದ ಶಕ್ತಿ ಕೇಂದ್ರವಾಗಿದೆ. ಭಾರತೀಯ ಸನಾತನ ಧರ್ಮ ವನ್ನು ಉಳಿಸಿ ಬೆಳೆಸುವ ಶ್ರೇಷ್ಠ ಕಾರ್ಯ ವನ್ನು ನಿರಂತರವಾಗಿ 1200ಕ್ಕೂ ಹೆಚ್ಚು ವರ್ಷಗಳಿಂದ ನಡೆಸಿಕೊಂಡು ಬಂದಿದೆ. ಶ್ರೀ ಭಾರತಿ ತೀರ್ಥ ಮಹಾಸ್ವಾಮಿಗಳ ಅವರು ಧಾರ್ಮಿಕ ಕ್ಷೇತ್ರದಲ್ಲಿ ಶೃಂಗೇರಿ ಪೀಠದ ಅಧ್ಯಾತ್ಮ ಶಕ್ತಿ ಕೇಂದ್ರವಾಗಿಸಿ, ಹಿಂದೂ ಧರ್ಮದ ಪ್ರಚಾರ ಕಾರ್ಯವನ್ನು ನಡೆಸುತ್ತಿದ್ದಾರೆ ಎಂದು ಹೇಳಿದರು. ಮನುಷ್ಯ ಸನ್ಮಾರ್ಗದಲ್ಲಿ ಬೇಕಾಗಿರುವ ಗುರು ಪರಂಪರೆಯಿಂದ ಮುಂದುವರಿಯಲು ಗುರು ವೃಂದ ಅನಿವಾರ್ಯವಾಗಿದೆ. ಗುರುಗಳ ಅನುಗ್ರಹ ಎಲ್ಲರ ಮೇಲೆ ಇರಲಿ. ಭಾರತೀಯ ಸಂಸ್ಕೃತಿ ಪರಂಪರೆಯ ಗುರು ಶ್ರೇಷ್ಠತೆಯನ್ನು ನಾವೆಲ್ಲರೂ ಮುನ್ನಡೆಸಿ ಕೊಂಡು ಹೋಗಬೇಕು. ಈ ಸಂದರ್ಭದಲ್ಲಿ ಮೇಗಳಾಪುರ ಮಠದ ಇನ್ಸ್ ಸ್ವಾಮೀಜಿ, ಎಂ.ಆರ್. ಬಾಲಕೃಷ್ಣ, ಹಿರಿಯ ವಕೀಲ ಕೆ.ಆರ್. ಮಂಜುನಾಥ್, ಅಜಯ್ ಶಾಸ್ತ್ರಿ, ರಾಕೇಶ್ ಭಟ್, ಕಡಕೊಳ ಜಗದೀಶ್, ಸಂದೀಪ್, ಜೀವಧಾರ ಗಿರೀಶ್, ಬಸವರಾಜು, ಜಯಸಿಂಹ, ಕಿರಣ್, ರಂಗನಾಥ್, ಶಿವು ಪಟೇಲ್, ಮಹೇಶ್, ನಾಗರಾಜ್ ಮುಂತಾದವರು ಹಾಜರಿದ್ದರು. xyxy=(96,521,663,742)
women-subhead: ಜಿಲ್ಲಾ ನೋಂದಣಾಧಿಕಾರಿ ಆರ್.ವಿಜಯಲಕ್ಷ್ಮಿ ಅಭಿಮತ xyxy=(831,918,1129,938)
palace-photo xyxy=(492,1306,979,1524)
radio-title: ಮೈಸೂರು ಆಕಾಶವಾಣಿ xyxy=(1045,1316,1160,1334)
reg-dot xyxy=(112,2331,120,2339)
st-commission-body: ಮೈಸೂರು,ಮಾ.24(ಐಎಲ್‌ಯು)- ಪರಿಶಿಷ್ಟ ಪಂಗಡ (ಎಸ್‌ಟಿ) ದವರ ಮೇಲೆ ದೌರ್ಜನ್ಯ ನಡೆಸಿದರೆ ತಕ್ಷಣವೇ ಆಯೋಗಕ್ಕೆ ದೂರು ಸಲ್ಲಿಸಿ ಎಂದು ಪರಿಶಿಷ್ಟ ಪಂಗಡದ ರಾಷ್ಟ್ರೀಯ ಆಯೋಗದ ಸದಸ್ಯೆ ಡಾ.ಆಶಾ ಲಕ್ರಾ ಹಾಡಿ ಜನರಿಗೆ ಸಲಹೆ ನೀಡಿದರು. ಮೈಸೂರಿನ ಹೆಚ್.ಡಿ.ಕೋಟೆಯ ಪ್ರಾಕೃತ್ ಫುಡ್ ಪ್ರಾಡಕ್ಟ್‌ಗೆ ಭೇಟಿ ಕೊಟ್ಟು ಸಮುದಾಯದ ಮಹಿಳೆಯರೊಂದಿಗೆ ಸಂವಾದ ನಡೆಸಿದರು. ಸರ್ಕಾರದ ಸೌಲಭ್ಯಗಳು ಸಮರ್ಪಕವಾಗಿ ತಲುಪುತ್ತಿವೆಯೇ ಎಂಬ ಬಗ್ಗೆ ಮಾಹಿತಿ ಪಡೆದರು. ವಿವಿಧ ಹಾಡಿಗಳಲ್ಲಿ ವಾಸ ಮಾಡುವ ಪರಿಶಿಷ್ಟ ಪಂಗಡದ ಜನರಿಗೆ ರಕ್ಷಣೆ ನೀಡಿ ಗೌರವಯುತ ಜೀವನ ನಡೆಸಲು ಸಹಕಾರ ನೀಡಬೇಕು ಎಂದರು. ಹಾಡಿಯ ಜನರು ಸಮಸ್ಯೆಗಳನ್ನು ತಿಳಿಸಿದಾಗ ಅಧಿಕಾರಿಗಳು ಕೂಡಲೇ ಸ್ಪಂದಿಸಬೇಕು ಎಂದು ಸೂಚಿಸಿದರು. ಪರಿಶಿಷ್ಟ ಪಂಗಡದ ಹಾಡಿ ಜನರು ಬೆಳೆಯುವ ಆಹಾರ ಪದಾರ್ಥಗಳನ್ನು ಸಂಗ್ರಹಿಸಿ, ಮಾರಾಟ ಮಾಡಲು ಹೊಸ ಹೊಸ ತಂತ್ರಜ್ಞಾನ ಬಳಸಿಕೊಂಡು ವಿಶಿಷ್ಟ ಆಹಾರ ಉತ್ಪನ್ನಗಳನ್ನು ತಯಾರಿಸಿ ಮಾರುಕಟ್ಟೆಗೆ ತರುವ ಕೆಲಸ ನಡೆಯುತ್ತಿದೆ. ಹಾಡಿ ಜನರ ಪ್ರಾಡಕ್ಟ್‌ಗಳನ್ನು ಆನ್‌ಲೈನ್ ವೇದಿಕೆ ಕಲ್ಪಿಸಲು ಕ್ರಮ ವಹಿಸಲಾಗುವುದು ಎಂದರು. ಈ ವೇಳೆ ಜಿಲ್ಲಾ ಮಟ್ಟದ ಅಧಿಕಾರಿಗಳು ಹಾಜರಿದ್ದರು. xyxy=(676,271,883,624)
events-section xyxy=(492,1265,1476,2276)
pooja-box xyxy=(96,855,474,1088)
illicit-liquor-headline-box xyxy=(895,547,1476,583)
panchanga-title: ಇಂದಿನ ಪಂಚಾಂಗ xyxy=(692,1532,793,1552)
women-body-left: ಮೈಸೂರು, ಮಾ.24(ಎಂಟಿವೈ)-ಆತ್ಮ ವಿಶ್ವಾಸ ಮತ್ತು ಶಿಕ್ಷಣದಿಂದ ಮಹಿಳೆಯರು ಯಾವುದೇ ಸಾಧನೆಯನ್ನು ಮಾಡಬಹುದು ಎಂದು ಜಿಲ್ಲಾ ನೋಂದಣಾಧಿಕಾರಿ ಆರ್.ವಿಜಯಲಕ್ಷ್ಮಿ ಅಭಿಪ್ರಾಯಪಟ್ಟರು. ಮೈಸೂರಿನ ಶ್ರೀ ಗುಬ್ಬಿಜಾ ಮಹಿಳಾ ವಸತಿ ಪ್ರಥಮ ದರ್ಜೆ ಕಾಲೇಜಿನಲ್ಲಿ ಮಂಗಳವಾರ ಏರ್ಪಡಿಸಿದ್ದ ವಿಶ್ವ ಮಹಿಳಾ ದಿನಾಚರಣೆ ಮತ್ತು ಸಾಧಕ ಮಹಿಳೆಯರಿಗೆ ಸನ್ಮಾನ ಸಮಾರಂಭ ಕಾರ್ಯಕ್ರಮದಲ್ಲಿ ಮಾತನಾಡಿದರು. ಮಹಿಳೆಯರು ಎಂದರೆ ಕೇವಲ ಮನೆ ಕೆಲಸಕ್ಕೆ ಸೀಮಿತವಲ್ಲ, ಅವಕಾಶ ಸಿಕ್ಕರೆ ಎಲ್ಲಾ ಕ್ಷೇತ್ರಗಳಲ್ಲೂ ಸಾಧನೆ ಮಾಡಬಲ್ಲರು ಎಂದು ಹೇಳಿದರು. xyxy=(492,913,652,1153)
reg-dot xyxy=(1457,2331,1465,2339)
women-body-right: ಕ್ರಿಯಾಶೀಲ ಎಂದು ವಿದ್ಯಾರ್ಥಿನಿಯರಿಗೆ ಸ್ಫೂರ್ತಿ ತುಂಬಿದರು. ನಟರಾಜ ಪ್ರತಿಷ್ಠಾನದ ವಿಶೇಷಾಧಿಕಾರಿ ಪ್ರೊ.ಎಸ್.ಶಿವರಾಜಪ್ಪ ಮಾತನಾಡಿ, ಇಂದಿನ ಸ್ಪರ್ಧಾತ್ಮಕ ಜಗತ್ತಿನಲ್ಲಿ ವಿದ್ಯಾರ್ಥಿನಿಯರು ಶಿಕ್ಷಣದ ಜೊತೆಗೆ ಕೌಶಲ್ಯವನ್ನು ಬೆಳೆಸಿಕೊಳ್ಳಬೇಕು. ಕಾರ್ಯಕ್ರಮದಲ್ಲಿ ಸಮಾಜ ಸೇವಕರು, ಸತ್ಯಪದ ವಿಜಯ ರಾಘವ ಚಾರಿಟಬಲ್ ಟ್ರಸ್ಟ್ ಮುಖ್ಯಸ್ಥರಾದ ಡಾ.ಸುಧಾ ಅಯ್ಯಂಗಾರ್, ವೈದೇಹಿ ಅವರನ್ನು ಅಭಿನಂದಿಸಲಾಯಿತು. ಈ ಸಂದರ್ಭದಲ್ಲಿ ಪ್ರಾಂಶುಪಾಲ ಹಾಗೂ ಕಾಲೇಜಿನ ಸಿಬ್ಬಂದಿ ಉಪಸ್ಥಿತರಿದ್ದರು. xyxy=(1306,913,1476,1116)
